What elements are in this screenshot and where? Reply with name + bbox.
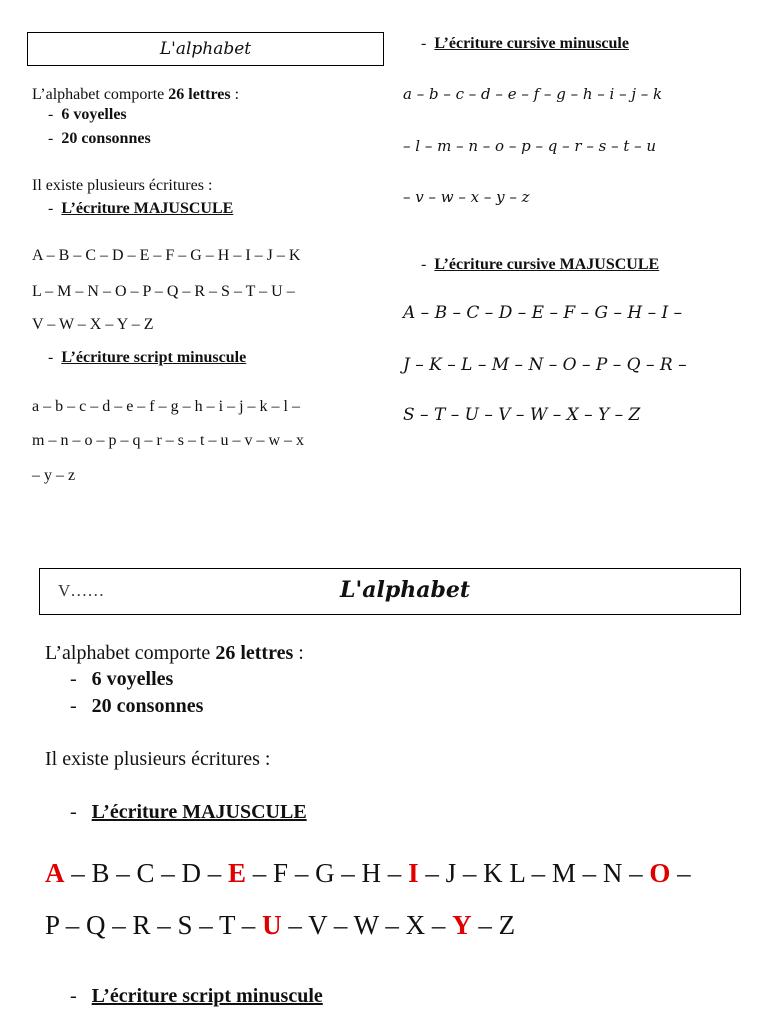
top-upper-heading: - L’écriture MAJUSCULE [48,200,234,217]
bottom-title-box [39,568,741,615]
bottom-writings-intro: Il existe plusieurs écritures : [45,748,271,770]
bottom-upper-heading: - L’écriture MAJUSCULE [70,801,307,823]
consonant-segment: – B – C – D – [64,858,229,888]
bottom-prefix: V…… [58,581,105,600]
bottom-script-heading: - L’écriture script minuscule [70,985,323,1007]
top-cursive-lower-line-1: a – b – c – d – e – f – g – h – i – j – k [403,85,663,103]
top-upper-line-2: L – M – N – O – P – Q – R – S – T – U – [32,283,295,300]
top-intro: L’alphabet comporte 26 lettres : [32,86,240,103]
bottom-vowels: - 6 voyelles [70,668,174,690]
consonant-segment: – J – K L – M – N – [418,858,650,888]
top-script-heading: - L’écriture script minuscule [48,349,247,366]
top-script-line-1: a – b – c – d – e – f – g – h – i – j – k – l – [32,398,300,415]
top-cursive-upper-line-2: J – K – L – M – N – O – P – Q – R – [403,355,687,375]
top-cursive-upper-line-3: S – T – U – V – W – X – Y – Z [403,405,641,425]
bottom-consonants: - 20 consonnes [70,695,204,717]
consonant-segment: P – Q – R – S – T – [45,910,263,940]
consonant-segment: – [670,858,691,888]
top-title: L'alphabet [159,39,252,59]
vowel-letter: U [262,910,282,940]
bottom-intro: L’alphabet comporte 26 lettres : [45,642,304,664]
top-cursive-lower-heading: - L’écriture cursive minuscule [421,35,629,52]
bottom-upper-line-1 [45,858,691,889]
vowel-letter: I [408,858,419,888]
consonant-segment: – F – G – H – [246,858,409,888]
top-consonants: - 20 consonnes [48,130,151,147]
bottom-title: L'alphabet [340,577,470,603]
vowel-letter: Y [452,910,472,940]
top-title-box [27,32,384,66]
vowel-letter: A [45,858,65,888]
top-script-line-3: – y – z [32,467,76,484]
bottom-upper-line-2 [45,910,515,941]
top-cursive-upper-line-1: A – B – C – D – E – F – G – H – I – [403,303,683,323]
consonant-segment: – Z [471,910,516,940]
top-cursive-lower-line-3: – v – w – x – y – z [403,188,530,206]
top-upper-line-3: V – W – X – Y – Z [32,316,154,333]
top-writings-intro: Il existe plusieurs écritures : [32,177,213,194]
vowel-letter: E [228,858,247,888]
vowel-letter: O [649,858,671,888]
top-cursive-lower-line-2: – l – m – n – o – p – q – r – s – t – u [403,137,657,155]
top-vowels: - 6 voyelles [48,106,127,123]
top-cursive-upper-heading: - L’écriture cursive MAJUSCULE [421,256,660,273]
consonant-segment: – V – W – X – [281,910,453,940]
top-script-line-2: m – n – o – p – q – r – s – t – u – v – w – x [32,432,304,449]
top-upper-line-1: A – B – C – D – E – F – G – H – I – J – K [32,247,301,264]
